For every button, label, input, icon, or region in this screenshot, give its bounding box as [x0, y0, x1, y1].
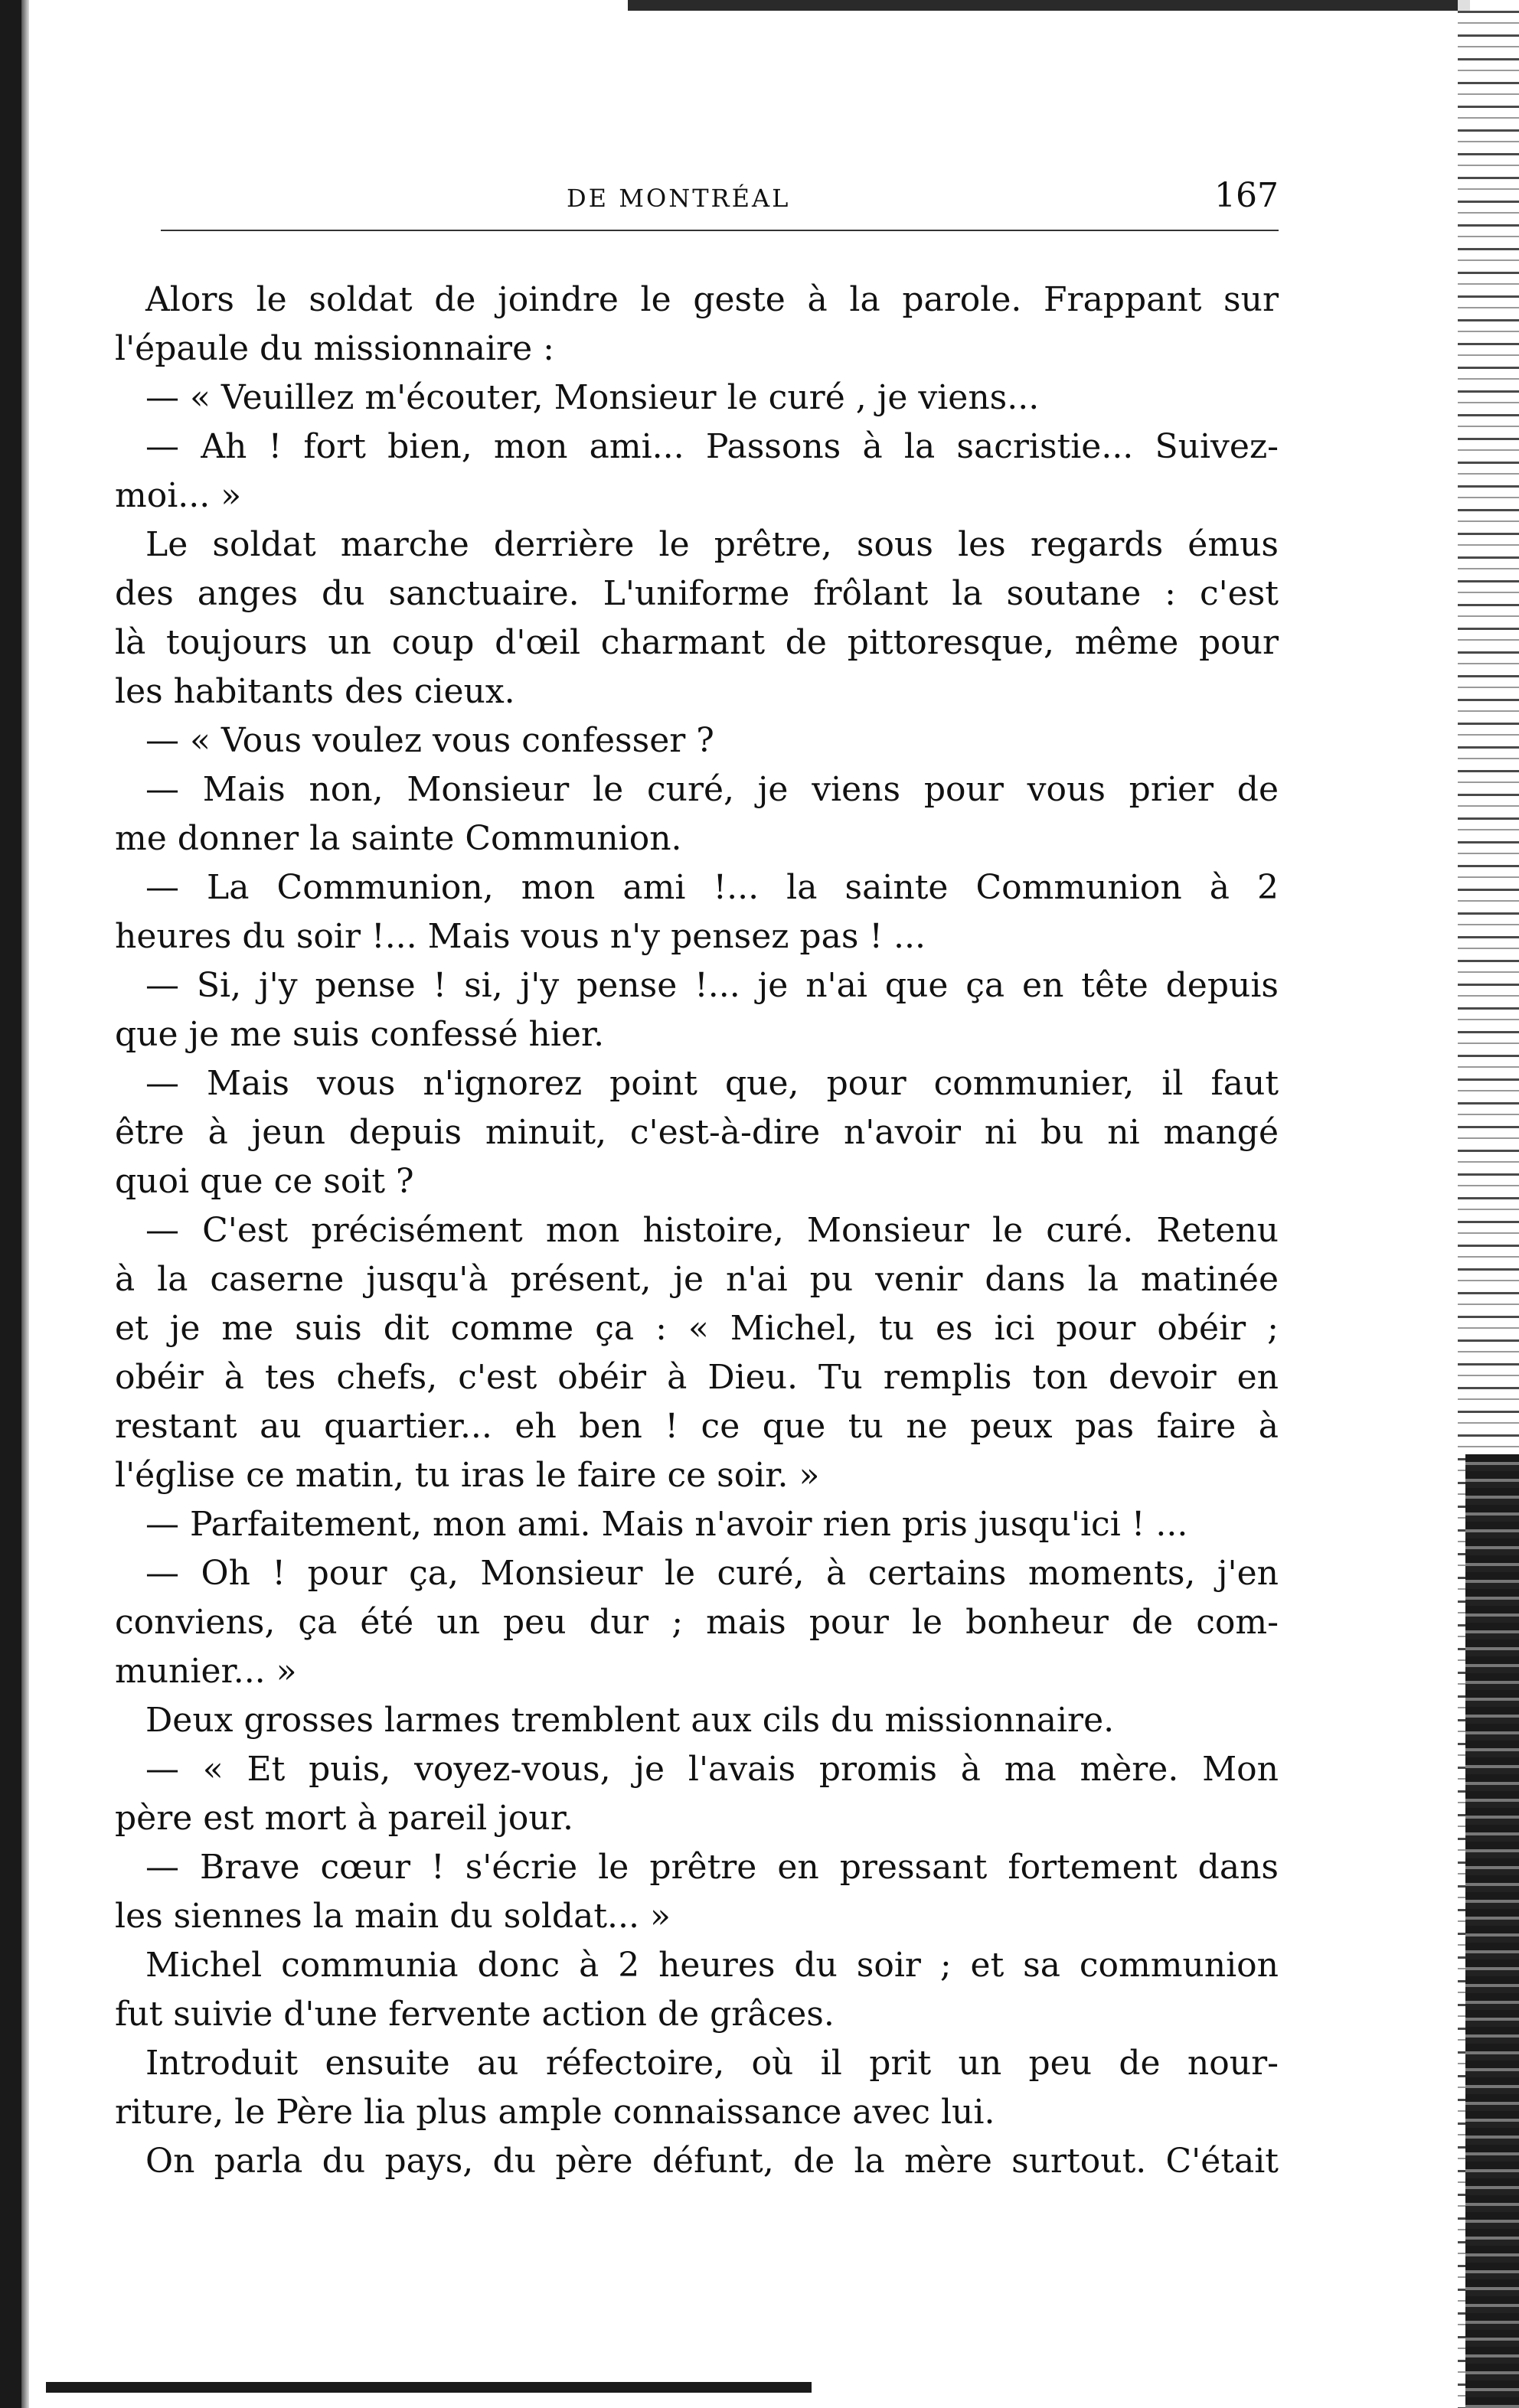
text-line: — « Et puis, voyez-vous, je l'avais promis à ma mère. Mon [145, 1750, 1279, 1789]
scan-edge-left [0, 0, 21, 2408]
header-rule [161, 230, 1279, 231]
text-line: — Oh ! pour ça, Monsieur le curé, à certains moments, j'en [145, 1554, 1279, 1593]
text-line: restant au quartier... eh ben ! ce que tu ne peux pas faire à [115, 1407, 1279, 1446]
running-head [115, 176, 1279, 222]
text-line: — La Communion, mon ami !... la sainte Communion à 2 [145, 868, 1279, 907]
text-line: être à jeun depuis minuit, c'est-à-dire n'avoir ni bu ni mangé [115, 1113, 1279, 1152]
text-line: — Si, j'y pense ! si, j'y pense !... je n'ai que ça en tête depuis [145, 966, 1279, 1005]
text-line: l'église ce matin, tu iras le faire ce soir. » [115, 1456, 820, 1495]
text-line: — Ah ! fort bien, mon ami... Passons à la sacristie... Suivez- [145, 427, 1279, 466]
page-number: 167 [1214, 176, 1279, 215]
text-line: — C'est précisément mon histoire, Monsieur le curé. Retenu [145, 1211, 1279, 1250]
scan-edge-right-dark [1465, 1454, 1519, 2408]
text-line: On parla du pays, du père défunt, de la mère surtout. C'était [145, 2142, 1279, 2181]
text-line: heures du soir !... Mais vous n'y pensez pas ! ... [115, 917, 926, 956]
book-page [115, 176, 1279, 2181]
scan-edge-shadow [21, 0, 29, 2408]
text-line: — « Vous voulez vous confesser ? [145, 721, 714, 760]
scan-bottom-border [46, 2382, 812, 2393]
running-title: DE MONTRÉAL [567, 184, 791, 213]
text-line: — Mais vous n'ignorez point que, pour communier, il faut [145, 1064, 1279, 1103]
text-line: fut suivie d'une fervente action de grâces. [115, 1995, 835, 2034]
text-line: Michel communia donc à 2 heures du soir ; et sa communion [145, 1946, 1279, 1985]
text-line: les habitants des cieux. [115, 672, 515, 711]
text-line: à la caserne jusqu'à présent, je n'ai pu venir dans la matinée [115, 1260, 1279, 1299]
scan-top-border [628, 0, 1470, 11]
body-text [115, 276, 1279, 2186]
text-line: munier... » [115, 1652, 297, 1691]
text-line: conviens, ça été un peu dur ; mais pour le bonheur de com- [115, 1603, 1279, 1642]
text-line: — « Veuillez m'écouter, Monsieur le curé , je viens... [145, 378, 1040, 417]
text-line: obéir à tes chefs, c'est obéir à Dieu. Tu remplis ton devoir en [115, 1358, 1279, 1397]
text-line: — Mais non, Monsieur le curé, je viens pour vous prier de [145, 770, 1279, 809]
text-line: Alors le soldat de joindre le geste à la parole. Frappant sur [145, 280, 1279, 319]
text-line: riture, le Père lia plus ample connaissance avec lui. [115, 2093, 995, 2132]
text-line: Deux grosses larmes tremblent aux cils du missionnaire. [145, 1701, 1115, 1740]
text-line: moi... » [115, 476, 242, 515]
text-line: Introduit ensuite au réfectoire, où il prit un peu de nour- [145, 2044, 1279, 2083]
text-line: quoi que ce soit ? [115, 1162, 414, 1201]
text-line: — Parfaitement, mon ami. Mais n'avoir rien pris jusqu'ici ! ... [145, 1505, 1188, 1544]
text-line: là toujours un coup d'œil charmant de pittoresque, même pour [115, 623, 1279, 662]
text-line: les siennes la main du soldat... » [115, 1897, 671, 1936]
text-line: et je me suis dit comme ça : « Michel, tu es ici pour obéir ; [115, 1309, 1279, 1348]
text-line: me donner la sainte Communion. [115, 819, 682, 858]
text-line: que je me suis confessé hier. [115, 1015, 605, 1054]
text-line: père est mort à pareil jour. [115, 1799, 573, 1838]
text-line: Le soldat marche derrière le prêtre, sous les regards émus [145, 525, 1279, 564]
text-line: l'épaule du missionnaire : [115, 329, 554, 368]
text-line: — Brave cœur ! s'écrie le prêtre en pressant fortement dans [145, 1848, 1279, 1887]
text-line: des anges du sanctuaire. L'uniforme frôlant la soutane : c'est [115, 574, 1279, 613]
